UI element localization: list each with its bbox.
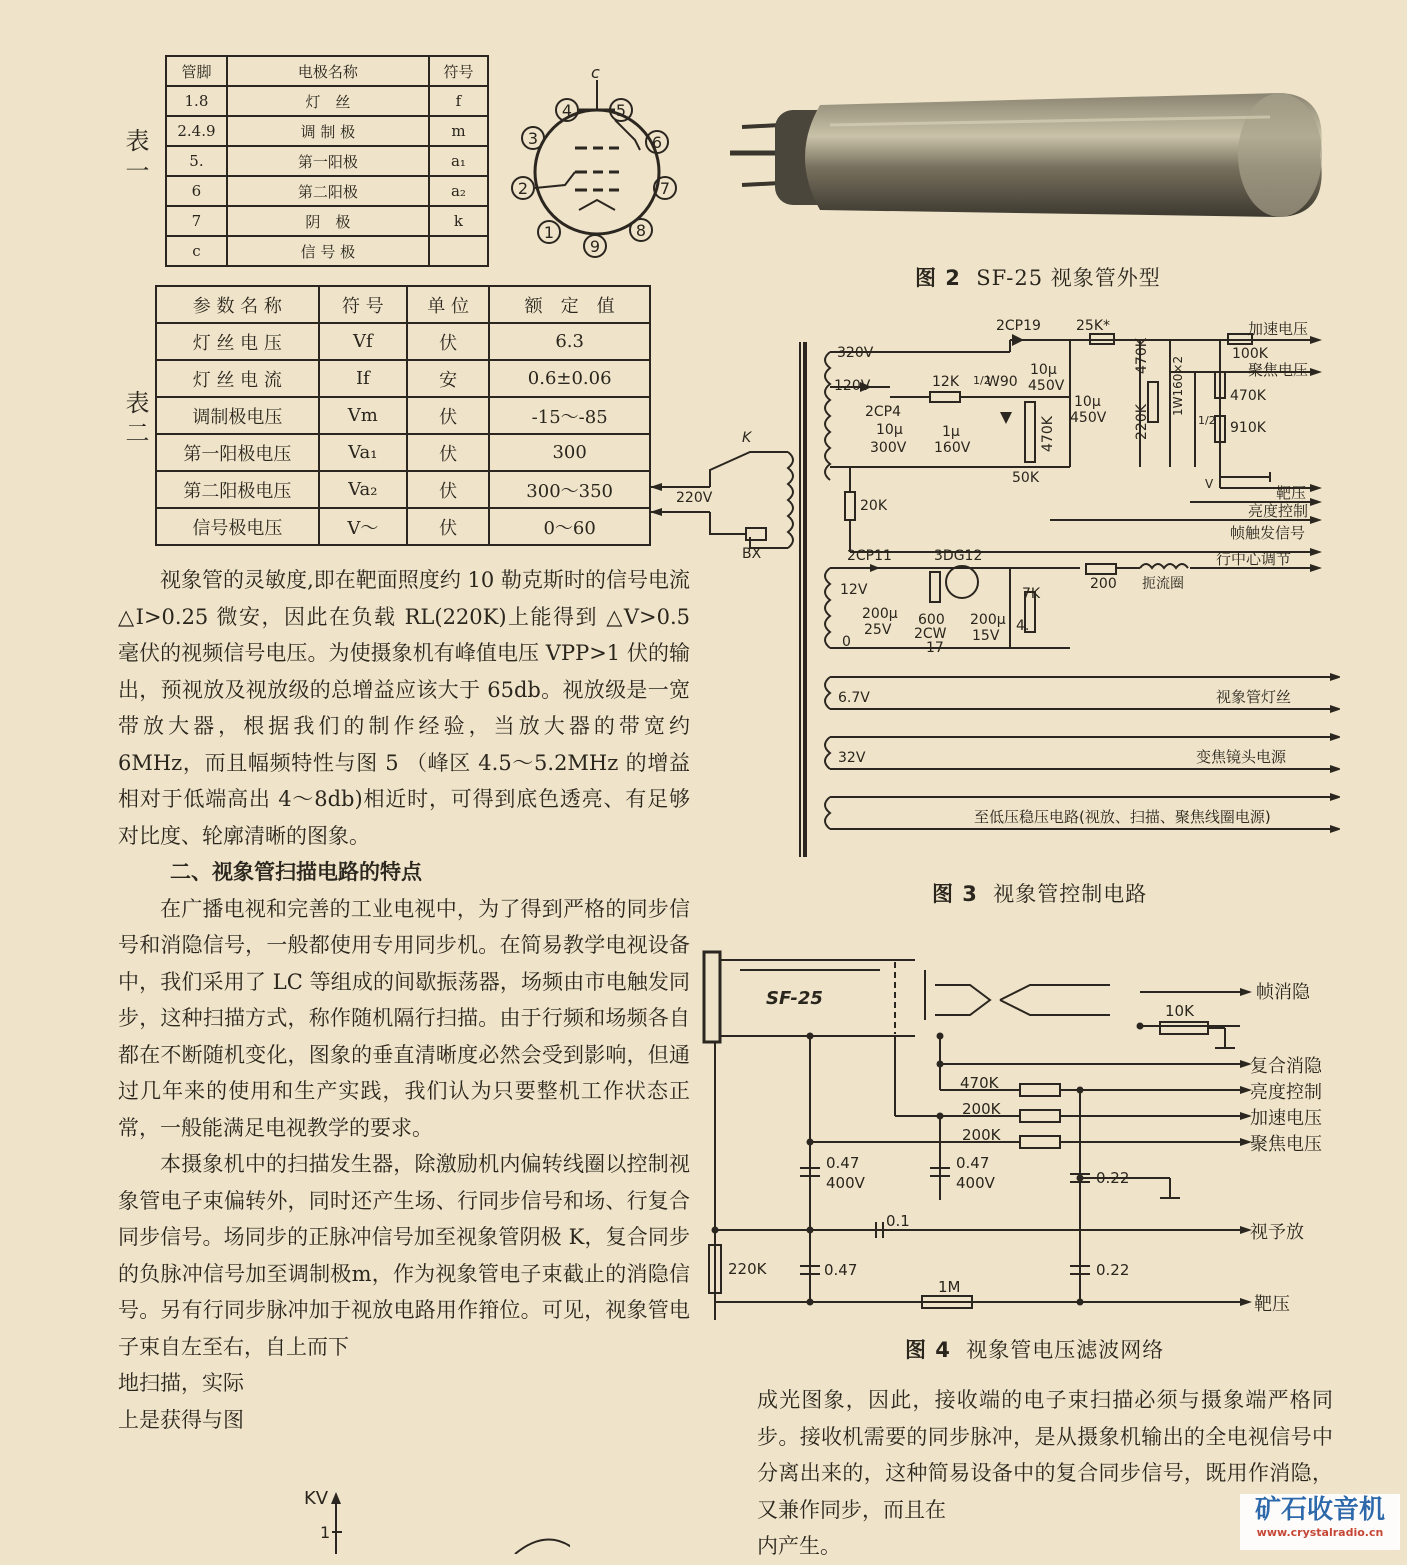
fig3-label: 200μ xyxy=(970,612,1006,628)
fig3-label: 1μ xyxy=(942,424,960,440)
fig3-label: 220K xyxy=(1134,404,1150,440)
table-cell: m xyxy=(429,116,488,146)
fig3-label: 1/2 xyxy=(1198,414,1216,427)
fig3-label: K xyxy=(742,430,752,446)
fig3-label: 1W160×2 xyxy=(1171,355,1185,416)
fig4-caption xyxy=(905,1334,1164,1364)
table-cell: 6 xyxy=(166,176,227,206)
table-cell: 灯 丝 电 流 xyxy=(156,360,319,397)
table-row xyxy=(156,471,650,508)
fig4-output-label: 靶压 xyxy=(1254,1294,1290,1315)
fig3-label: 6.7V xyxy=(838,690,870,706)
fig3-label: 2CW xyxy=(914,626,947,642)
fig3-label: 17 xyxy=(926,640,944,656)
table-row xyxy=(166,56,488,86)
fig3-label: 470K xyxy=(1134,338,1150,374)
fig4-label: 200K xyxy=(962,1100,1001,1118)
fig3-label: 910K xyxy=(1230,420,1266,436)
fig4-label: 10K xyxy=(1165,1002,1194,1020)
fig4-output-label: 帧消隐 xyxy=(1256,982,1310,1003)
pin-label: 2 xyxy=(517,179,529,198)
table-cell: 信 号 极 xyxy=(227,236,429,266)
fig2-tube-photo xyxy=(720,75,1330,260)
fig4-output-label: 亮度控制 xyxy=(1250,1082,1322,1103)
table-row xyxy=(166,146,488,176)
table-header: 单 位 xyxy=(407,286,489,323)
fig4-output-label: 加速电压 xyxy=(1250,1108,1322,1129)
fig3-label: W90 xyxy=(986,374,1018,390)
fig3-label: 120V xyxy=(834,378,871,394)
table-header: 符 号 xyxy=(319,286,407,323)
fig3-label: 12V xyxy=(840,582,868,598)
fig3-output-label: 靶压 xyxy=(1276,484,1307,502)
fig3-label: 12K xyxy=(932,374,959,390)
fig3-output-label: 聚焦电压 xyxy=(1248,361,1309,379)
table-cell: 调制极电压 xyxy=(156,397,319,434)
fig4-label: 220K xyxy=(728,1260,767,1278)
fig5-tick-label: 1 xyxy=(320,1523,331,1542)
fig3-label: 2CP11 xyxy=(847,548,892,564)
table-cell: V～ xyxy=(319,508,407,545)
fig5-partial-graph xyxy=(290,1480,570,1554)
table-cell: 6.3 xyxy=(489,323,650,360)
fig4-number: 图 4 xyxy=(905,1338,951,1362)
fig3-label: 扼流圈 xyxy=(1142,576,1184,592)
table-cell: 0～60 xyxy=(489,508,650,545)
fig4-label: 0.22 xyxy=(1096,1169,1130,1187)
fig3-label: 100K xyxy=(1232,346,1268,362)
table-cell: 安 xyxy=(407,360,489,397)
paragraph-tail: 地扫描，实际 xyxy=(118,1371,244,1395)
table-row xyxy=(156,397,650,434)
table-cell: c xyxy=(166,236,227,266)
paragraph: 本摄象机中的扫描发生器，除激励机内偏转线圈以控制视象管电子束偏转外，同时还产生场、行同步信号和场、行复合同步信号。场同步的正脉冲信号加至视象管阴极 K，复合同步的负脉冲信号加至调制极m，作为视象管电子束截止的消隐信号。另有行同步脉冲加于视放电路用作箝位。可见，视象管电子束自左至右，自上而下 xyxy=(118,1152,690,1359)
fig2-number: 图 2 xyxy=(915,266,961,290)
table-cell: Vf xyxy=(319,323,407,360)
table-cell: Vm xyxy=(319,397,407,434)
table-row xyxy=(156,434,650,471)
table-cell: f xyxy=(429,86,488,116)
fig3-label: 450V xyxy=(1028,378,1065,394)
fig4-label: 0.47 xyxy=(956,1154,990,1172)
fig3-label: 450V xyxy=(1070,410,1107,426)
table-row xyxy=(166,86,488,116)
table-cell: 5. xyxy=(166,146,227,176)
fig3-label: 10μ xyxy=(876,422,903,438)
fig3-number: 图 3 xyxy=(932,882,978,906)
pin-label: 4 xyxy=(561,101,573,120)
table-cell: If xyxy=(319,360,407,397)
fig4-label: 200K xyxy=(962,1126,1001,1144)
pin-label: 9 xyxy=(589,237,601,256)
fig4-label: 400V xyxy=(826,1174,865,1192)
fig4-output-label: 聚焦电压 xyxy=(1250,1134,1322,1155)
fig4-label: 1M xyxy=(938,1278,961,1296)
fig3-label: 600 xyxy=(918,612,945,628)
fig3-label: 10μ xyxy=(1074,394,1101,410)
fig3-label: BX xyxy=(742,546,762,562)
table-row xyxy=(156,286,650,323)
table-cell xyxy=(429,236,488,266)
table-row xyxy=(156,323,650,360)
fig4-label: 0.1 xyxy=(886,1212,910,1230)
fig4-label: 470K xyxy=(960,1074,999,1092)
fig3-label: 160V xyxy=(934,440,971,456)
fig3-label: 200μ xyxy=(862,606,898,622)
table-cell: 调 制 极 xyxy=(227,116,429,146)
fig3-label: 0 xyxy=(842,634,851,650)
paragraph: 在广播电视和完善的工业电视中，为了得到严格的同步信号和消隐信号，一般都使用专用同步机。在简易教学电视设备中，我们采用了 LC 等组成的间歇振荡器，场频由市电触发同步，这种扫描方式，称作随机隔行扫描。由于行频和场频各自都在不断随机变化，图象的垂直清晰度必然会受到影响，但通过几年来的使用和生产实践，我们认为只要整机工作状态正常，一般能满足电视教学的要求。 xyxy=(118,896,690,1140)
fig3-label: 2CP4 xyxy=(865,404,902,420)
pin-label: 1 xyxy=(543,223,555,242)
paragraph: 成光图象，因此，接收端的电子束扫描必须与摄象端严格同步。接收机需要的同步脉冲，是从摄象机输出的全电视信号中分离出来的，这种简易设备中的复合同步信号，既用作消隐，又兼作同步，而且在 xyxy=(757,1388,1333,1522)
table-cell: 第二阳极 xyxy=(227,176,429,206)
left-column-text xyxy=(118,562,690,1438)
fig3-label: 4. xyxy=(1016,618,1030,634)
paragraph-tail: 内产生。 xyxy=(757,1534,841,1558)
tube-base-top-label: c xyxy=(591,63,600,82)
table-cell: 0.6±0.06 xyxy=(489,360,650,397)
table-row xyxy=(166,176,488,206)
fig3-label: 25K* xyxy=(1076,318,1110,334)
fig3-circuit xyxy=(650,312,1340,872)
table1-side-label: 表一 xyxy=(121,128,149,188)
table2-param-table xyxy=(155,285,651,546)
fig3-label: 300V xyxy=(870,440,907,456)
fig4-tube-label: SF-25 xyxy=(766,988,823,1009)
fig3-label: 200 xyxy=(1090,576,1117,592)
fig4-label: 0.47 xyxy=(824,1261,858,1279)
table-header: 管脚 xyxy=(166,56,227,86)
table-row xyxy=(166,236,488,266)
fig4-circuit xyxy=(700,940,1340,1320)
fig3-label: 50K xyxy=(1012,470,1039,486)
table-cell: 伏 xyxy=(407,471,489,508)
fig3-label: 3DG12 xyxy=(934,548,983,564)
fig3-output-label: 至低压稳压电路(视放、扫描、聚焦线圈电源) xyxy=(974,808,1271,826)
table-cell: 第二阳极电压 xyxy=(156,471,319,508)
fig3-output-label: 视象管灯丝 xyxy=(1216,688,1292,706)
table-cell: 300～350 xyxy=(489,471,650,508)
fig3-output-label: 变焦镜头电源 xyxy=(1196,748,1287,766)
fig3-output-label: 加速电压 xyxy=(1248,320,1309,338)
table-row xyxy=(156,508,650,545)
fig3-output-label: 亮度控制 xyxy=(1248,502,1309,520)
table1-pin-table xyxy=(165,55,489,267)
table-cell: 第一阳极电压 xyxy=(156,434,319,471)
table-cell: 伏 xyxy=(407,434,489,471)
fig2-caption xyxy=(915,262,1161,292)
paragraph-tail: 上是获得与图 xyxy=(118,1407,244,1432)
table-row xyxy=(156,360,650,397)
fig2-title: SF-25 视象管外型 xyxy=(976,266,1161,290)
fig5-axis-label: KV xyxy=(304,1488,329,1509)
table-cell: k xyxy=(429,206,488,236)
fig3-label: 2CP19 xyxy=(996,318,1041,334)
table-cell: 灯 丝 xyxy=(227,86,429,116)
table-header: 符号 xyxy=(429,56,488,86)
table-cell: a₁ xyxy=(429,146,488,176)
table-cell: 第一阳极 xyxy=(227,146,429,176)
table-cell: 信号极电压 xyxy=(156,508,319,545)
table-cell: 300 xyxy=(489,434,650,471)
pin-label: 3 xyxy=(527,129,539,148)
fig4-label: 400V xyxy=(956,1174,995,1192)
fig3-label: 15V xyxy=(972,628,1000,644)
table-cell: -15～-85 xyxy=(489,397,650,434)
pin-label: 7 xyxy=(659,179,671,198)
fig3-label: 7K xyxy=(1022,586,1041,602)
watermark-box xyxy=(1240,1494,1400,1550)
table-cell: 伏 xyxy=(407,508,489,545)
table-cell: 1.8 xyxy=(166,86,227,116)
fig3-label: 470K xyxy=(1040,416,1056,452)
fig4-title: 视象管电压滤波网络 xyxy=(966,1338,1165,1362)
fig3-label: 220V xyxy=(676,490,713,506)
fig3-title: 视象管控制电路 xyxy=(993,882,1148,906)
tube-base-diagram xyxy=(505,60,690,260)
fig4-label: 0.22 xyxy=(1096,1261,1130,1279)
table-row xyxy=(166,206,488,236)
pin-label: 8 xyxy=(635,221,647,240)
table-cell: 灯 丝 电 压 xyxy=(156,323,319,360)
table-cell: 伏 xyxy=(407,397,489,434)
watermark-url: www.crystalradio.cn xyxy=(1256,1526,1384,1539)
fig3-output-label: 帧触发信号 xyxy=(1230,524,1306,542)
fig3-label: 25V xyxy=(864,622,892,638)
pin-label: 5 xyxy=(615,101,627,120)
table-header: 额 定 值 xyxy=(489,286,650,323)
fig3-label: 32V xyxy=(838,750,866,766)
table-cell: 2.4.9 xyxy=(166,116,227,146)
paragraph: 视象管的灵敏度,即在靶面照度约 10 勒克斯时的信号电流 △I>0.25 微安，因此在负载 RL(220K)上能得到 △V>0.5 毫伏的视频信号电压。为使摄象机有峰值电压 VPP>1 伏的输出，预视放及视放级的总增益应该大于 65db。视放级是一宽带放大器，根据我们的制作经验，当放大器的带宽约 6MHz，而且幅频特性与图 5 （峰区 4.5～5.2MHz 的增益相对于低端高出 4～8db)相近时，可得到底色透亮、有足够对比度、轮廓清晰的图象。 xyxy=(118,568,690,848)
watermark-name: 矿石收音机 xyxy=(1254,1495,1385,1525)
table-cell: 7 xyxy=(166,206,227,236)
table-cell: Va₂ xyxy=(319,471,407,508)
table-cell: 伏 xyxy=(407,323,489,360)
section-heading: 二、视象管扫描电路的特点 xyxy=(170,859,422,884)
table2-side-label: 表二 xyxy=(121,390,149,450)
table-header: 参 数 名 称 xyxy=(156,286,319,323)
table-row xyxy=(166,116,488,146)
table-header: 电极名称 xyxy=(227,56,429,86)
table-cell: 阴 极 xyxy=(227,206,429,236)
fig3-label: 320V xyxy=(837,345,874,361)
fig3-label: 10μ xyxy=(1030,362,1057,378)
table-cell: Va₁ xyxy=(319,434,407,471)
fig3-label: 1/2 xyxy=(973,374,991,387)
fig4-output-label: 复合消隐 xyxy=(1250,1056,1322,1077)
fig3-output-label: 行中心调节 xyxy=(1216,550,1292,568)
table-cell: a₂ xyxy=(429,176,488,206)
fig3-label: 20K xyxy=(860,498,887,514)
fig3-label: 470K xyxy=(1230,388,1266,404)
pin-label: 6 xyxy=(651,133,663,152)
fig4-label: 0.47 xyxy=(826,1154,860,1172)
fig3-label: V xyxy=(1205,477,1214,491)
fig3-caption xyxy=(932,878,1147,908)
fig4-output-label: 视予放 xyxy=(1250,1222,1304,1243)
